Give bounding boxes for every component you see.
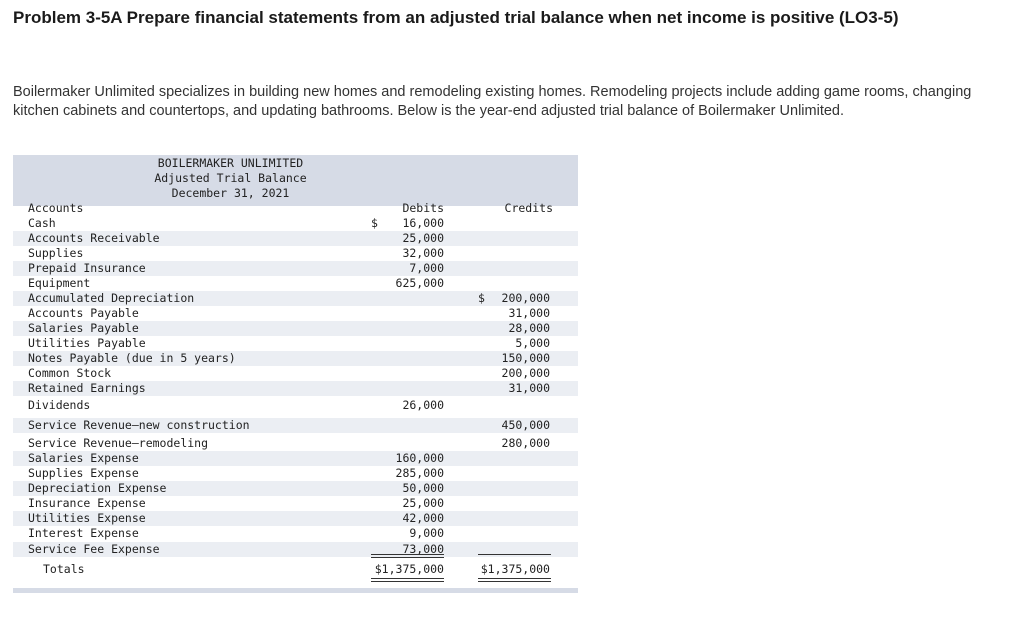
credit-total: $1,375,000	[480, 562, 550, 576]
account-name: Accounts Receivable	[28, 231, 160, 245]
credit-amount: 200,000	[501, 291, 550, 305]
debit-total: $1,375,000	[374, 562, 444, 576]
debits-header: Debits	[402, 201, 444, 215]
debit-double-underline	[371, 578, 444, 582]
credit-amount: 5,000	[515, 336, 550, 350]
account-name: Utilities Payable	[28, 336, 146, 350]
column-header-row	[13, 201, 578, 216]
account-name: Depreciation Expense	[28, 481, 167, 495]
credit-double-underline	[478, 578, 551, 582]
debit-column-rule	[371, 557, 444, 558]
debit-amount: 9,000	[409, 526, 444, 540]
statement-name: Adjusted Trial Balance	[154, 171, 307, 185]
account-name: Supplies Expense	[28, 466, 139, 480]
account-name: Utilities Expense	[28, 511, 146, 525]
account-name: Accumulated Depreciation	[28, 291, 195, 305]
table-row	[13, 291, 578, 306]
account-name: Dividends	[28, 398, 91, 412]
debit-amount: 50,000	[402, 481, 444, 495]
credit-amount: 31,000	[508, 381, 550, 395]
account-name: Service Revenue—remodeling	[28, 436, 209, 450]
table-row	[13, 366, 578, 381]
credit-amount: 200,000	[501, 366, 550, 380]
table-row	[13, 481, 578, 496]
problem-title: Problem 3-5A Prepare financial statements from an adjusted trial balance when net income is positive (LO3-5)	[13, 8, 899, 27]
problem-intro: Boilermaker Unlimited specializes in building new homes and remodeling existing homes. Remodeling projects include adding game rooms, changing kitchen cabinets and countertops, and updating bathrooms. Below is the year-end adjusted trial balance of Boilermaker Unlimited.	[13, 84, 972, 119]
account-name: Supplies	[28, 246, 84, 260]
table-row	[13, 381, 578, 396]
debit-total-underline	[371, 554, 444, 555]
table-row	[13, 306, 578, 321]
debit-amount: 7,000	[409, 261, 444, 275]
table-row	[13, 398, 578, 413]
credit-total-underline	[478, 554, 551, 555]
adjusted-trial-balance	[13, 155, 578, 593]
debit-amount: 25,000	[402, 496, 444, 510]
table-row	[13, 526, 578, 541]
credit-amount: 150,000	[501, 351, 550, 365]
table-row	[13, 276, 578, 291]
debit-dollar-sign: $	[371, 216, 378, 230]
table-row	[13, 216, 578, 231]
table-row	[13, 511, 578, 526]
table-row	[13, 466, 578, 481]
table-row	[13, 496, 578, 511]
credit-amount: 28,000	[508, 321, 550, 335]
debit-amount: 625,000	[395, 276, 444, 290]
account-name: Salaries Payable	[28, 321, 139, 335]
table-row	[13, 351, 578, 366]
table-row	[13, 231, 578, 246]
table-row	[13, 418, 578, 433]
debit-amount: 26,000	[402, 398, 444, 412]
table-row	[13, 336, 578, 351]
table-row	[13, 321, 578, 336]
trial-balance-footer	[13, 588, 578, 593]
table-row	[13, 436, 578, 451]
table-row	[13, 261, 578, 276]
debit-amount: 32,000	[402, 246, 444, 260]
account-name: Retained Earnings	[28, 381, 146, 395]
table-row	[13, 246, 578, 261]
debit-amount: 73,000	[402, 542, 444, 556]
account-name: Accounts Payable	[28, 306, 139, 320]
trial-balance-header	[13, 155, 578, 206]
account-name: Notes Payable (due in 5 years)	[28, 351, 236, 365]
credit-amount: 450,000	[501, 418, 550, 432]
statement-date: December 31, 2021	[171, 186, 290, 200]
credits-header: Credits	[504, 201, 553, 215]
account-name: Equipment	[28, 276, 91, 290]
account-name: Insurance Expense	[28, 496, 146, 510]
credit-dollar-sign: $	[478, 291, 485, 305]
account-name: Cash	[28, 216, 56, 230]
totals-row	[13, 562, 578, 577]
debit-amount: 160,000	[395, 451, 444, 465]
table-row	[13, 451, 578, 466]
account-name: Interest Expense	[28, 526, 139, 540]
account-name: Common Stock	[28, 366, 112, 380]
totals-label: Totals	[43, 562, 85, 576]
debit-amount: 16,000	[402, 216, 444, 230]
credit-amount: 280,000	[501, 436, 550, 450]
account-name: Service Revenue—new construction	[28, 418, 250, 432]
debit-amount: 42,000	[402, 511, 444, 525]
account-name: Prepaid Insurance	[28, 261, 146, 275]
credit-amount: 31,000	[508, 306, 550, 320]
account-name: Salaries Expense	[28, 451, 139, 465]
debit-amount: 25,000	[402, 231, 444, 245]
company-name: BOILERMAKER UNLIMITED	[157, 156, 304, 170]
debit-amount: 285,000	[395, 466, 444, 480]
accounts-header: Accounts	[28, 201, 84, 215]
account-name: Service Fee Expense	[28, 542, 160, 556]
